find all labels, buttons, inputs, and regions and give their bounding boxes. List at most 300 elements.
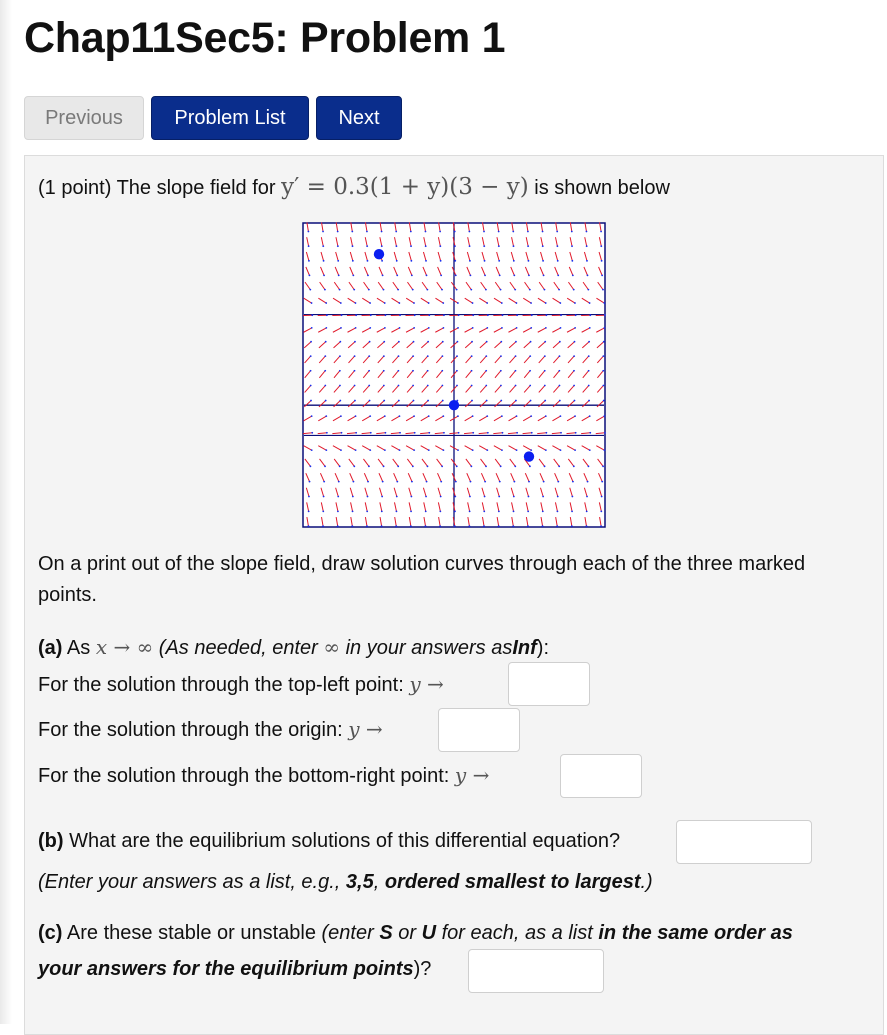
slope-segment-dot xyxy=(589,327,591,329)
slope-segment-dot xyxy=(425,260,427,262)
slope-segment-dot xyxy=(470,274,472,276)
slope-segment-dot xyxy=(383,341,385,343)
slope-segment-dot xyxy=(545,327,547,329)
slope-segment-dot xyxy=(384,302,386,304)
slope-segment-dot xyxy=(485,385,487,387)
slope-segment-dot xyxy=(340,302,342,304)
part-c-question-b: (enter xyxy=(322,922,374,944)
slope-segment-dot xyxy=(571,510,573,512)
slope-segment-dot xyxy=(308,260,310,262)
slope-segment-dot xyxy=(559,385,561,387)
slope-segment-dot xyxy=(542,525,544,527)
slope-segment-dot xyxy=(337,231,339,233)
part-c-question-line-2 xyxy=(38,958,431,981)
slope-segment-dot xyxy=(325,341,327,343)
slope-segment-dot xyxy=(351,231,353,233)
slope-segment-dot xyxy=(442,449,444,451)
slope-segment-dot xyxy=(353,289,355,291)
slope-segment-dot xyxy=(470,481,472,483)
slope-segment-dot xyxy=(381,260,383,262)
slope-segment-dot xyxy=(571,231,573,233)
slope-segment-dot xyxy=(396,496,398,498)
slope-segment-dot xyxy=(339,385,341,387)
question-origin-text: For the solution through the origin: xyxy=(38,719,343,741)
next-button[interactable]: Next xyxy=(316,96,402,140)
slope-field-plot xyxy=(302,222,606,528)
slope-segment-dot xyxy=(471,341,473,343)
slope-segment-dot xyxy=(383,289,385,291)
slope-segment-dot xyxy=(368,385,370,387)
slope-segment-dot xyxy=(311,432,313,434)
slope-segment-dot xyxy=(603,302,605,304)
slope-segment-dot xyxy=(603,449,605,451)
slope-segment-dot xyxy=(558,370,560,372)
slope-segment-dot xyxy=(469,496,471,498)
slope-segment-dot xyxy=(455,274,457,276)
slope-segment-dot xyxy=(588,355,590,357)
slope-segment-dot xyxy=(501,415,503,417)
slope-segment-dot xyxy=(340,327,342,329)
slope-segment-dot xyxy=(410,245,412,247)
slope-segment-dot xyxy=(573,370,575,372)
slope-segment-dot xyxy=(456,370,458,372)
answer-top-left-input[interactable] xyxy=(508,662,590,706)
slope-segment-dot xyxy=(414,432,416,434)
slope-segment-dot xyxy=(311,314,313,316)
slope-segment-dot xyxy=(399,327,401,329)
slope-segment-dot xyxy=(559,400,561,402)
slope-segment-dot xyxy=(575,314,577,316)
slope-segment-dot xyxy=(397,370,399,372)
slope-segment-dot xyxy=(443,314,445,316)
part-b-question xyxy=(38,830,620,853)
slope-segment-dot xyxy=(588,385,590,387)
slope-segment-dot xyxy=(352,245,354,247)
slope-segment-dot xyxy=(457,449,459,451)
slope-segment-dot xyxy=(501,302,503,304)
slope-segment-dot xyxy=(369,400,371,402)
slope-segment-dot xyxy=(483,245,485,247)
slope-segment-dot xyxy=(398,302,400,304)
slope-segment-dot xyxy=(369,341,371,343)
slope-segment-dot xyxy=(544,465,546,467)
slope-segment-dot xyxy=(440,274,442,276)
slope-segment-dot xyxy=(355,432,357,434)
slope-segment-dot xyxy=(514,289,516,291)
slope-segment-dot xyxy=(425,496,427,498)
slope-segment-dot xyxy=(500,370,502,372)
slope-segment-dot xyxy=(396,481,398,483)
slope-segment-dot xyxy=(326,314,328,316)
slope-segment-dot xyxy=(396,510,398,512)
slope-segment-dot xyxy=(603,327,605,329)
slope-segment-dot xyxy=(516,327,518,329)
slope-segment-dot xyxy=(458,432,460,434)
slope-segment-dot xyxy=(427,341,429,343)
slope-segment-dot xyxy=(397,289,399,291)
slope-segment-dot xyxy=(571,260,573,262)
slope-segment-dot xyxy=(325,400,327,402)
slope-segment-dot xyxy=(442,355,444,357)
slope-segment-dot xyxy=(428,415,430,417)
slope-segment-dot xyxy=(469,510,471,512)
slope-segment-dot xyxy=(414,314,416,316)
slope-segment-dot xyxy=(529,465,531,467)
slope-segment-dot xyxy=(472,449,474,451)
slope-segment-dot xyxy=(512,525,514,527)
answer-origin-input[interactable] xyxy=(438,708,520,752)
slope-segment-dot xyxy=(439,525,441,527)
slope-segment-dot xyxy=(556,231,558,233)
slope-segment-dot xyxy=(442,302,444,304)
slope-segment-dot xyxy=(353,481,355,483)
slope-segment-dot xyxy=(486,341,488,343)
slope-segment-dot xyxy=(309,274,311,276)
slope-segment-dot xyxy=(513,245,515,247)
slope-segment-dot xyxy=(396,260,398,262)
slope-segment-dot xyxy=(527,525,529,527)
slope-segment-dot xyxy=(442,341,444,343)
slope-segment-dot xyxy=(443,327,445,329)
slope-segment-dot xyxy=(487,314,489,316)
slope-segment-dot xyxy=(428,432,430,434)
slope-segment-dot xyxy=(528,274,530,276)
slope-segment-dot xyxy=(311,302,313,304)
y-arrow: y → xyxy=(409,672,443,696)
slope-segment-dot xyxy=(586,525,588,527)
slope-segment-dot xyxy=(428,327,430,329)
slope-segment-dot xyxy=(530,302,532,304)
slope-segment-dot xyxy=(310,385,312,387)
slope-segment-dot xyxy=(470,465,472,467)
slope-segment-dot xyxy=(527,510,529,512)
slope-segment-dot xyxy=(500,289,502,291)
part-a-header xyxy=(38,635,549,660)
slope-segment-dot xyxy=(310,341,312,343)
slope-segment-dot xyxy=(486,400,488,402)
slope-segment-dot xyxy=(454,260,456,262)
slope-segment-dot xyxy=(571,245,573,247)
question-bottom-right-text: For the solution through the bottom-right point: xyxy=(38,765,449,787)
part-b-hint: (Enter your answers as a list, e.g., 3,5, ordered smallest to largest.) xyxy=(38,871,653,894)
slope-segment-dot xyxy=(425,510,427,512)
slope-segment-dot xyxy=(600,245,602,247)
slope-segment-dot xyxy=(501,327,503,329)
slope-segment-dot xyxy=(530,400,532,402)
slope-segment-dot xyxy=(527,231,529,233)
slope-segment-dot xyxy=(602,370,604,372)
slope-segment-dot xyxy=(398,385,400,387)
slope-segment-dot xyxy=(351,525,353,527)
slope-segment-dot xyxy=(531,314,533,316)
slope-segment-dot xyxy=(456,355,458,357)
slope-segment-dot xyxy=(370,314,372,316)
slope-segment-dot xyxy=(381,510,383,512)
slope-segment-dot xyxy=(310,400,312,402)
slope-segment-dot xyxy=(586,231,588,233)
slope-segment-dot xyxy=(454,496,456,498)
slope-segment-dot xyxy=(575,432,577,434)
slope-segment-dot xyxy=(559,341,561,343)
slope-segment-dot xyxy=(468,231,470,233)
slope-segment-dot xyxy=(337,245,339,247)
slope-segment-dot xyxy=(500,400,502,402)
slope-segment-dot xyxy=(395,231,397,233)
marked-point-bottom-right xyxy=(524,451,534,461)
slope-segment-dot xyxy=(602,385,604,387)
slope-segment-dot xyxy=(427,385,429,387)
slope-segment-dot xyxy=(339,289,341,291)
slope-segment-dot xyxy=(425,231,427,233)
slope-segment-dot xyxy=(498,260,500,262)
equilibrium-solutions-input[interactable] xyxy=(676,820,812,864)
slope-segment-dot xyxy=(339,400,341,402)
note-prefix: (As needed, enter xyxy=(159,637,318,659)
slope-segment-dot xyxy=(411,481,413,483)
slope-segment-dot xyxy=(499,274,501,276)
slope-segment-dot xyxy=(484,274,486,276)
slope-segment-dot xyxy=(440,260,442,262)
slope-segment-dot xyxy=(557,260,559,262)
slope-segment-dot xyxy=(310,370,312,372)
slope-segment-dot xyxy=(456,465,458,467)
slope-segment-dot xyxy=(486,327,488,329)
slope-segment-dot xyxy=(557,510,559,512)
slope-segment-dot xyxy=(413,341,415,343)
slope-segment-dot xyxy=(471,400,473,402)
slope-segment-dot xyxy=(352,260,354,262)
slope-segment-dot xyxy=(338,274,340,276)
instructions-line-2: points. xyxy=(38,584,97,607)
slope-segment-dot xyxy=(354,385,356,387)
slope-segment-dot xyxy=(368,355,370,357)
slope-segment-dot xyxy=(515,370,517,372)
slope-segment-dot xyxy=(410,510,412,512)
slope-segment-dot xyxy=(440,496,442,498)
slope-segment-dot xyxy=(427,400,429,402)
slope-segment-dot xyxy=(515,385,517,387)
slope-segment-dot xyxy=(557,245,559,247)
slope-segment-dot xyxy=(516,415,518,417)
slope-segment-dot xyxy=(603,415,605,417)
slope-segment-dot xyxy=(353,465,355,467)
slope-segment-dot xyxy=(325,302,327,304)
part-c-label: (c) xyxy=(38,922,62,944)
slope-segment-dot xyxy=(369,302,371,304)
answer-bottom-right-input[interactable] xyxy=(560,754,642,798)
hint-order: ordered smallest to largest xyxy=(385,871,641,893)
slope-segment-dot xyxy=(545,415,547,417)
slope-segment-dot xyxy=(457,302,459,304)
instructions-line-1: On a print out of the slope field, draw solution curves through each of the three marked xyxy=(38,553,805,576)
problem-list-button[interactable]: Problem List xyxy=(151,96,309,140)
slope-segment-dot xyxy=(384,327,386,329)
slope-segment-dot xyxy=(339,370,341,372)
slope-segment-dot xyxy=(530,327,532,329)
slope-segment-dot xyxy=(471,355,473,357)
slope-segment-dot xyxy=(354,400,356,402)
marked-point-top-left xyxy=(374,249,384,259)
slope-segment-dot xyxy=(602,355,604,357)
slope-segment-dot xyxy=(355,449,357,451)
y-arrow: y → xyxy=(348,717,382,741)
slope-segment-dot xyxy=(516,432,518,434)
slope-segment-dot xyxy=(426,289,428,291)
slope-segment-dot xyxy=(485,465,487,467)
slope-segment-dot xyxy=(457,415,459,417)
slope-segment-dot xyxy=(311,415,313,417)
slope-segment-dot xyxy=(601,260,603,262)
slope-segment-dot xyxy=(354,341,356,343)
slope-segment-dot xyxy=(311,449,313,451)
slope-segment-dot xyxy=(485,289,487,291)
slope-segment-dot xyxy=(428,449,430,451)
slope-segment-dot xyxy=(572,481,574,483)
slope-segment-dot xyxy=(308,525,310,527)
problem-panel xyxy=(24,155,884,1035)
part-c-question-end: )? xyxy=(414,958,432,980)
slope-segment-dot xyxy=(588,465,590,467)
slope-segment-dot xyxy=(427,370,429,372)
slope-segment-dot xyxy=(340,449,342,451)
slope-segment-dot xyxy=(471,370,473,372)
slope-segment-dot xyxy=(397,465,399,467)
slope-segment-dot xyxy=(498,510,500,512)
slope-segment-dot xyxy=(469,245,471,247)
slope-segment-dot xyxy=(602,465,604,467)
hint-prefix: (Enter your answers as a list, e.g., xyxy=(38,871,340,893)
slope-segment-dot xyxy=(339,341,341,343)
slope-segment-dot xyxy=(412,355,414,357)
hint-example: 3,5 xyxy=(346,871,374,893)
slope-segment-dot xyxy=(383,400,385,402)
slope-segment-dot xyxy=(498,496,500,498)
slope-segment-dot xyxy=(413,302,415,304)
slope-segment-dot xyxy=(354,355,356,357)
slope-segment-dot xyxy=(410,525,412,527)
slope-segment-dot xyxy=(502,432,504,434)
slope-segment-dot xyxy=(502,314,504,316)
slope-segment-dot xyxy=(543,274,545,276)
slope-segment-dot xyxy=(573,465,575,467)
slope-segment-dot xyxy=(441,370,443,372)
slope-segment-dot xyxy=(589,432,591,434)
slope-segment-dot xyxy=(528,260,530,262)
slope-segment-dot xyxy=(560,449,562,451)
slope-segment-dot xyxy=(587,289,589,291)
slope-segment-dot xyxy=(413,400,415,402)
slope-segment-dot xyxy=(560,432,562,434)
slope-segment-dot xyxy=(367,496,369,498)
slope-segment-dot xyxy=(513,496,515,498)
stability-input[interactable] xyxy=(468,949,604,993)
slope-segment-dot xyxy=(456,289,458,291)
slope-segment-dot xyxy=(441,385,443,387)
note-middle: in your answers as xyxy=(346,637,513,659)
slope-segment-dot xyxy=(604,432,606,434)
slope-segment-dot xyxy=(501,449,503,451)
slope-segment-dot xyxy=(457,341,459,343)
question-origin xyxy=(38,717,383,742)
slope-segment-dot xyxy=(412,370,414,372)
slope-segment-dot xyxy=(325,449,327,451)
slope-segment-dot xyxy=(469,525,471,527)
slope-segment-dot xyxy=(602,289,604,291)
slope-segment-dot xyxy=(399,415,401,417)
slope-segment-dot xyxy=(600,525,602,527)
slope-segment-dot xyxy=(558,289,560,291)
previous-button[interactable]: Previous xyxy=(24,96,144,140)
slope-segment-dot xyxy=(483,231,485,233)
slope-segment-dot xyxy=(381,496,383,498)
slope-segment-dot xyxy=(571,496,573,498)
slope-segment-dot xyxy=(325,327,327,329)
slope-segment-dot xyxy=(399,449,401,451)
slope-segment-dot xyxy=(367,260,369,262)
slope-segment-dot xyxy=(500,385,502,387)
slope-segment-dot xyxy=(556,525,558,527)
inf-keyword: Inf xyxy=(512,637,536,659)
slope-segment-dot xyxy=(484,260,486,262)
slope-segment-dot xyxy=(513,260,515,262)
slope-segment-dot xyxy=(443,432,445,434)
slope-segment-dot xyxy=(603,400,605,402)
slope-segment-dot xyxy=(410,260,412,262)
slope-segment-dot xyxy=(310,465,312,467)
slope-segment-dot xyxy=(454,510,456,512)
slope-segment-dot xyxy=(529,385,531,387)
problem-intro xyxy=(38,174,670,200)
part-a-label: (a) xyxy=(38,637,62,659)
slope-segment-dot xyxy=(385,314,387,316)
slope-segment-dot xyxy=(498,231,500,233)
slope-segment-dot xyxy=(574,400,576,402)
slope-segment-dot xyxy=(545,449,547,451)
slope-segment-dot xyxy=(396,274,398,276)
slope-segment-dot xyxy=(355,302,357,304)
slope-segment-dot xyxy=(485,370,487,372)
slope-segment-dot xyxy=(571,525,573,527)
slope-segment-dot xyxy=(322,525,324,527)
slope-segment-dot xyxy=(544,370,546,372)
slope-segment-dot xyxy=(322,231,324,233)
slope-segment-dot xyxy=(601,274,603,276)
slope-segment-dot xyxy=(588,341,590,343)
slope-segment-dot xyxy=(544,289,546,291)
slope-segment-dot xyxy=(311,327,313,329)
slope-segment-dot xyxy=(410,231,412,233)
slope-segment-dot xyxy=(383,385,385,387)
slope-segment-dot xyxy=(546,314,548,316)
slope-segment-dot xyxy=(557,274,559,276)
slope-segment-dot xyxy=(472,302,474,304)
question-top-left-text: For the solution through the top-left point: xyxy=(38,674,404,696)
slope-segment-dot xyxy=(412,465,414,467)
slope-segment-dot xyxy=(514,465,516,467)
slope-segment-dot xyxy=(369,449,371,451)
slope-segment-dot xyxy=(339,355,341,357)
slope-segment-dot xyxy=(544,355,546,357)
slope-segment-dot xyxy=(368,370,370,372)
slope-segment-dot xyxy=(587,481,589,483)
slope-segment-dot xyxy=(426,274,428,276)
slope-segment-dot xyxy=(486,449,488,451)
slope-segment-dot xyxy=(427,465,429,467)
slope-segment-dot xyxy=(385,432,387,434)
part-c-question-c: for each, as a list xyxy=(442,922,593,944)
slope-segment-dot xyxy=(586,510,588,512)
slope-segment-dot xyxy=(529,370,531,372)
